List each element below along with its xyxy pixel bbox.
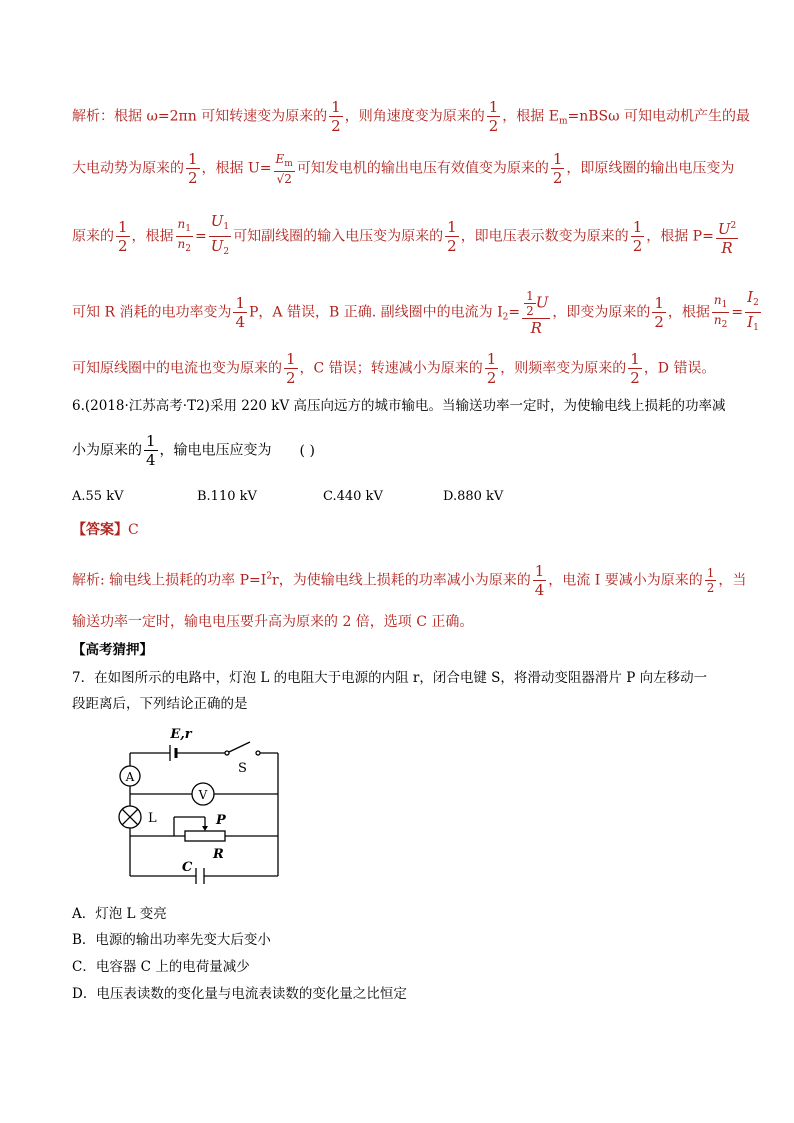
text: ，根据 E: [502, 108, 559, 125]
text: ，电流 I 要减小为原来的: [548, 572, 703, 589]
analysis-line-5: [72, 350, 716, 387]
slider-arrow: [202, 826, 208, 831]
circuit-diagram: [110, 718, 300, 894]
fraction-half: $\frac{1}{2}$: [632, 218, 643, 255]
fraction-half: $\frac{1}{2}$: [654, 294, 664, 331]
slider-label: P: [216, 813, 226, 828]
fraction-n1-n2: $\frac{n_1}{n_2}$: [177, 217, 192, 254]
answer-value: C: [128, 522, 139, 538]
answer-blank: ( ): [299, 442, 315, 459]
fraction-half: $\frac{1}{2}$: [286, 350, 296, 387]
fraction-quarter: $\frac{1}{4}$: [534, 562, 545, 599]
analysis-line-4: 可知 R 消耗的电功率变为 $\frac{1}{4}$ P，A 错误，B 正确. 副线圈中的电流为 $I_2=$ $\frac{1}{2}$ U R ，即变为原来的 $\frac{1}{2}$ ，根据 $\frac{n_1}{n_2}$ = $\frac{I_2}{I_1}$: [72, 288, 759, 337]
fraction-quarter: $\frac{1}{4}$: [146, 432, 156, 469]
fraction-half: $\frac{1}{2}$: [188, 150, 198, 187]
fraction-half: $\frac{1}{2}$: [447, 218, 457, 255]
question-6-stem-line-2: [72, 432, 315, 469]
fraction-u2-over-r: $\frac{U^2}{R}$: [716, 217, 738, 257]
svg-text:V: V: [198, 788, 208, 802]
text: ，则频率变为原来的: [500, 360, 627, 377]
text: ，当: [718, 572, 747, 589]
analysis-line-1: 解析：根据 ω=2πn 可知转速变为原来的 $\frac{1}{2}$ ，则角速度变为原来的 $\frac{1}{2}$ ，根据 $E_m=nBS\omega$ 可知电动机产生的最: [72, 98, 750, 135]
text: 可知原线圈中的电流也变为原来的: [72, 360, 282, 377]
text: 解析：根据 ω=2πn 可知转速变为原来的: [72, 108, 328, 125]
text: ，即原线圈的输出电压变为: [566, 160, 735, 177]
q6-answer: [72, 520, 139, 540]
fraction-u1-u2: $\frac{U_1}{U_2}$: [210, 212, 230, 257]
text: ，根据: [667, 304, 710, 321]
switch-label: S: [238, 761, 247, 776]
text: ，即变为原来的: [552, 304, 651, 321]
question-7-stem-line-1: 7．在如图所示的电路中，灯泡 L 的电阻大于电源的内阻 r，闭合电键 S，将滑动变阻器滑片 P 向左移动一: [72, 670, 708, 686]
fraction-half: $\frac{1}{2}$: [706, 566, 715, 595]
q7-option-a: A．灯泡 L 变亮: [72, 906, 167, 922]
text: ，C 错误；转速减小为原来的: [299, 360, 483, 377]
analysis-line-2: [72, 150, 734, 187]
text: ，根据 P=: [646, 228, 714, 245]
q7-option-b: B．电源的输出功率先变大后变小: [72, 932, 271, 948]
text: ，根据 U=: [201, 160, 272, 177]
q7-option-d: D．电压表读数的变化量与电流表读数的变化量之比恒定: [72, 986, 407, 1002]
text: ，则角速度变为原来的: [344, 108, 485, 125]
text: 解析: 输电线上损耗的功率 P=I: [72, 572, 267, 589]
source-label: E,r: [170, 727, 192, 742]
text: r，为使输电线上损耗的功率减小为原来的: [272, 572, 531, 589]
fraction-half: $\frac{1}{2}$: [331, 98, 341, 135]
lamp-label: L: [148, 811, 157, 826]
fraction-half: $\frac{1}{2}$: [552, 150, 563, 187]
q6-analysis-line-1: 解析: 输电线上损耗的功率 $P=I^2r$，为使输电线上损耗的功率减小为原来的 $\frac{1}{4}$ ，电流 I 要减小为原来的 $\frac{1}{2}$ ，当: [72, 562, 747, 599]
text: ，输电电压应变为: [159, 442, 272, 459]
q6-option-c: C.440 kV: [323, 489, 383, 504]
text: 大电动势为原来的: [72, 160, 184, 177]
text: P，A 错误，B 正确. 副线圈中的电流为 I: [249, 304, 503, 321]
text: 可知 R 消耗的电功率变为: [72, 304, 232, 321]
q7-option-c: C．电容器 C 上的电荷量减少: [72, 959, 250, 975]
text: 原来的: [72, 228, 114, 245]
q6-option-a: A.55 kV: [72, 489, 124, 504]
fraction-quarter: $\frac{1}{4}$: [235, 294, 245, 331]
fraction-half: $\frac{1}{2}$: [486, 350, 497, 387]
fraction-half: $\frac{1}{2}$: [488, 98, 499, 135]
fraction-i2-i1: $\frac{I_2}{I_1}$: [747, 288, 759, 333]
text: 可知发电机的输出电压有效值变为原来的: [296, 160, 549, 177]
analysis-line-3: 原来的 $\frac{1}{2}$ ，根据 $\frac{n_1}{n_2}$ = $\frac{U_1}{U_2}$ 可知副线圈的输入电压变为原来的 $\frac{1}{2}$ ，即电压表示数变为原来的 $\frac{1}{2}$ ，根据 P= $\frac{U^2}{R}$: [72, 212, 740, 261]
fraction-n1-n2: $\frac{n_1}{n_2}$: [713, 293, 728, 330]
question-6-stem-line-1: 6.(2018·江苏高考·T2)采用 220 kV 高压向远方的城市输电。当输送功率一定时，为使输电线上损耗的功率减: [72, 398, 726, 414]
fraction-half: $\frac{1}{2}$: [118, 218, 128, 255]
fraction-half: $\frac{1}{2}$: [630, 350, 640, 387]
q6-analysis-line-2: 输送功率一定时，输电电压要升高为原来的 2 倍，选项 C 正确。: [72, 614, 474, 630]
text: ，即电压表示数变为原来的: [460, 228, 629, 245]
section-heading: 【高考猜押】: [72, 642, 153, 658]
resistor-label: R: [213, 847, 224, 862]
question-7-stem-line-2: 段距离后，下列结论正确的是: [72, 696, 248, 712]
q6-option-b: B.110 kV: [197, 489, 257, 504]
text: =nBSω 可知电动机产生的最: [567, 108, 750, 125]
text: ，根据: [131, 228, 174, 245]
text: 小为原来的: [72, 442, 142, 459]
fraction-em-over-root2: $\frac{E_m}{√2}$: [275, 151, 293, 186]
text: 可知副线圈的输入电压变为原来的: [233, 228, 444, 245]
q6-option-d: D.880 kV: [443, 489, 504, 504]
fraction-half-u-over-r: $\frac{1}{2}$ U R: [522, 289, 550, 337]
capacitor-label: C: [182, 860, 193, 875]
svg-text:A: A: [125, 770, 135, 784]
answer-label: 【答案】: [72, 522, 128, 538]
text: ，D 错误。: [643, 360, 716, 377]
